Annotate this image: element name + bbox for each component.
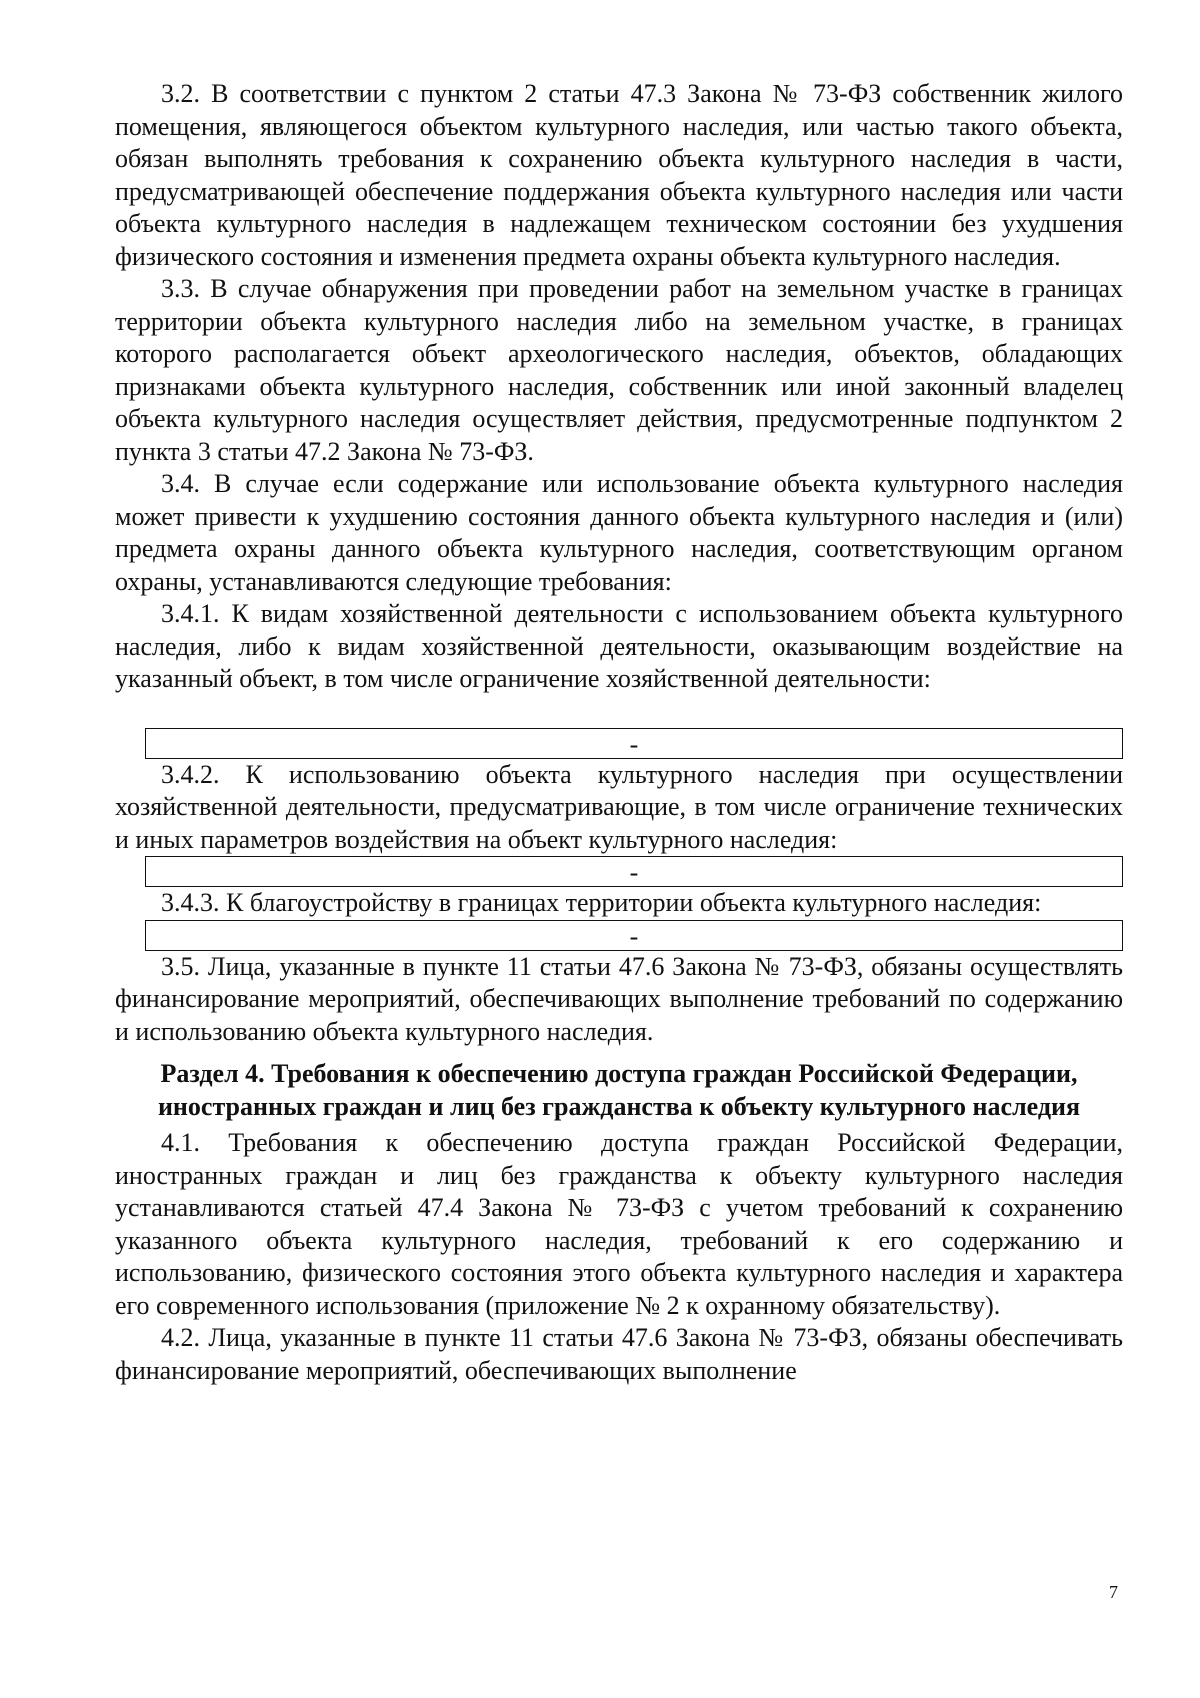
paragraph-3-3: 3.3. В случае обнаружения при проведении работ на земельном участке в границах территории объекта культурного наследия либо на земельном участке, в границах которого располагается объект археологического наследия, объектов, обладающих признаками объекта культурного наследия, собственник или иной законный владелец объекта культурного наследия осуществляет действия, предусмотренные подпунктом 2 пункта 3 статьи 47.2 Закона № 73-ФЗ. — [115, 274, 1123, 466]
page-number: 7 — [1109, 1582, 1118, 1602]
section-4-heading: Раздел 4. Требования к обеспечению доступа граждан Российской Федерации, иностранных граждан и лиц без гражданства к объекту культурного наследия — [157, 1059, 1081, 1121]
spacer — [115, 696, 1123, 728]
requirement-box-3-4-2: - — [145, 856, 1123, 887]
document-page — [115, 78, 1123, 1387]
requirement-box-3-4-3: - — [145, 920, 1123, 951]
paragraph-3-4-2: 3.4.2. К использованию объекта культурного наследия при осуществлении хозяйственной деятельности, предусматривающие, в том числе ограничение технических и иных параметров воздействия на объект культурного наследия: — [115, 759, 1123, 854]
paragraph-3-4-1: 3.4.1. К видам хозяйственной деятельности с использованием объекта культурного наследия, либо к видам хозяйственной деятельности, оказывающим воздействие на указанный объект, в том числе ограничение хозяйственной деятельности: — [115, 599, 1123, 693]
paragraph-3-5: 3.5. Лица, указанные в пункте 11 статьи 47.6 Закона № 73-ФЗ, обязаны осуществлять финансирование мероприятий, обеспечивающих выполнение требований по содержанию и использованию объекта культурного наследия. — [115, 951, 1123, 1046]
requirement-box-3-4-1: - — [145, 728, 1123, 759]
paragraph-3-2: 3.2. В соответствии с пунктом 2 статьи 47.3 Закона № 73-ФЗ собственник жилого помещения, являющегося объектом культурного наследия, или частью такого объекта, обязан выполнять требования к сохранению объекта культурного наследия в части, предусматривающей обеспечение поддержания объекта культурного наследия или части объекта культурного наследия в надлежащем техническом состоянии без ухудшения физического состояния и изменения предмета охраны объекта культурного наследия. — [115, 79, 1123, 271]
paragraph-3-4: 3.4. В случае если содержание или использование объекта культурного наследия может привести к ухудшению состояния данного объекта культурного наследия и (или) предмета охраны данного объекта культурного наследия, соответствующим органом охраны, устанавливаются следующие требования: — [115, 469, 1123, 596]
paragraph-4-2: 4.2. Лица, указанные в пункте 11 статьи 47.6 Закона № 73-ФЗ, обязаны обеспечивать финансирование мероприятий, обеспечивающих выполнение — [115, 1323, 1123, 1385]
paragraph-3-4-3: 3.4.3. К благоустройству в границах территории объекта культурного наследия: — [161, 888, 1042, 917]
paragraph-4-1: 4.1. Требования к обеспечению доступа граждан Российской Федерации, иностранных граждан и лиц без гражданства к объекту культурного наследия устанавливаются статьей 47.4 Закона № 73-ФЗ с учетом требований к сохранению указанного объекта культурного наследия, требований к его содержанию и использованию, физического состояния этого объекта культурного наследия и характера его современного использования (приложение № 2 к охранному обязательству). — [115, 1128, 1123, 1320]
